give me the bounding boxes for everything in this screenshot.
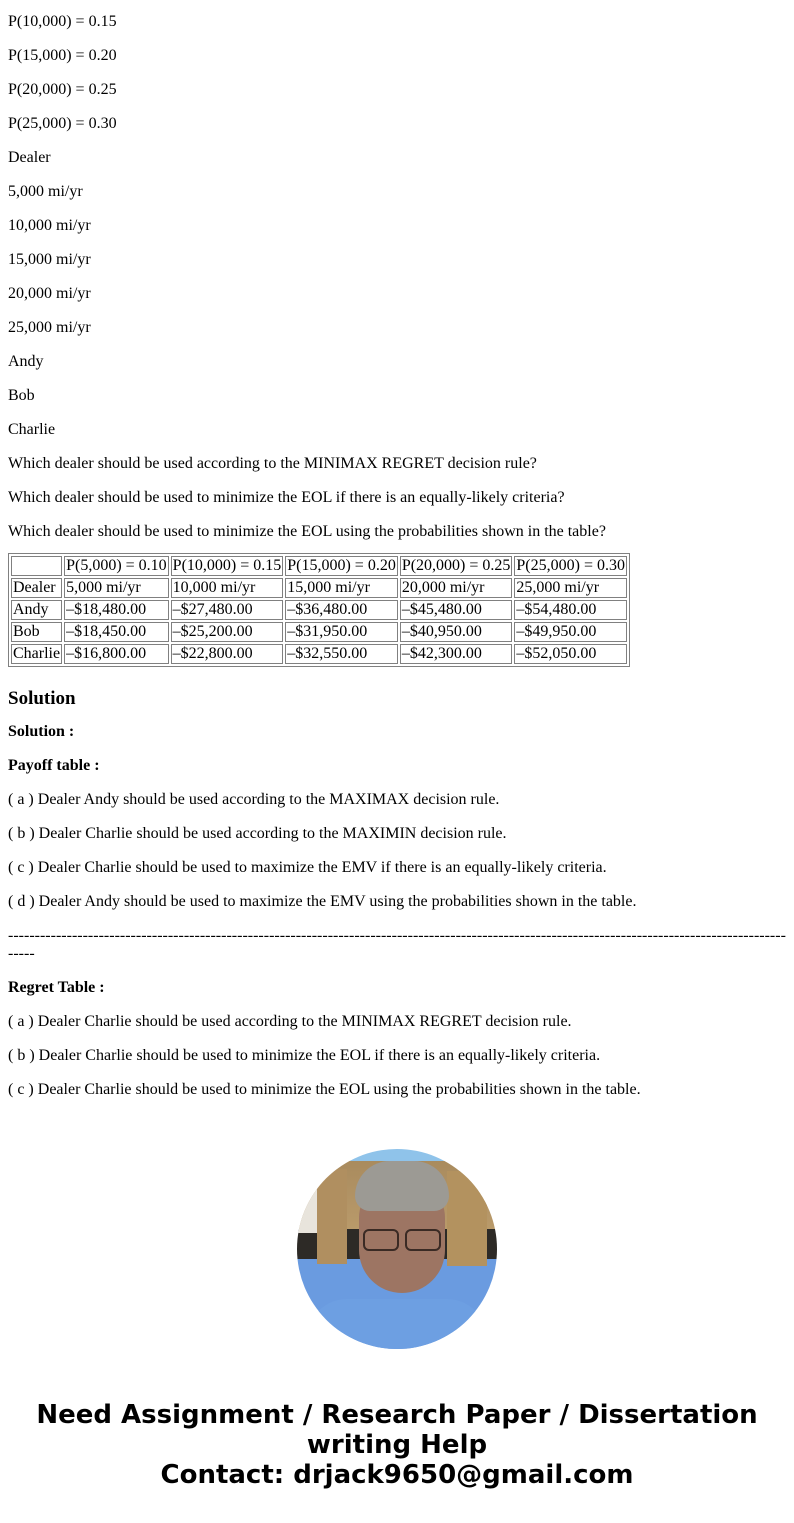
background-panel — [447, 1171, 487, 1266]
table-cell: Dealer — [11, 578, 62, 598]
table-cell: –$40,950.00 — [400, 622, 513, 642]
table-cell: Charlie — [13, 645, 61, 662]
mileage-line: 20,000 mi/yr — [8, 285, 91, 302]
solution-heading: Solution — [8, 688, 76, 709]
table-row — [11, 600, 627, 620]
table-header-cell — [11, 556, 62, 576]
probability-line: P(15,000) = 0.20 — [8, 47, 117, 64]
table-cell: –$42,300.00 — [400, 644, 513, 664]
table-cell: –$16,800.00 — [64, 644, 169, 664]
mileage-line: 5,000 mi/yr — [8, 183, 83, 200]
separator-line: ------------------------------------------------------------------------------------------------------------------------------------------------------- — [8, 927, 786, 962]
dealer-name: Bob — [8, 387, 35, 404]
solution-subheading: Solution : — [8, 723, 75, 740]
table-cell: –$18,480.00 — [64, 600, 169, 620]
table-header-cell: P(20,000) = 0.25 — [401, 557, 511, 574]
payoff-table-label: Payoff table : — [8, 757, 100, 774]
table-header-cell: P(15,000) = 0.20 — [287, 557, 396, 574]
payoff-answer: ( c ) Dealer Charlie should be used to maximize the EMV if there is an equally-likely criteria. — [8, 859, 607, 876]
table-cell: –$18,450.00 — [64, 622, 169, 642]
table-cell: –$31,950.00 — [285, 622, 398, 642]
table-cell: Andy — [11, 600, 62, 620]
table-cell: –$52,050.00 — [514, 644, 627, 664]
table-header-cell: P(10,000) = 0.15 — [172, 557, 282, 574]
payoff-answer: ( a ) Dealer Andy should be used according to the MAXIMAX decision rule. — [8, 791, 500, 808]
glasses-icon — [363, 1229, 399, 1251]
regret-answer: ( b ) Dealer Charlie should be used to minimize the EOL if there is an equally-likely criteria. — [8, 1047, 601, 1064]
table-cell: –$25,200.00 — [171, 622, 284, 642]
author-photo-container — [0, 1149, 794, 1349]
dealer-name: Charlie — [8, 421, 56, 438]
promo-line: Need Assignment / Research Paper / Dissertation — [36, 1400, 758, 1430]
table-row — [11, 644, 627, 664]
question: Which dealer should be used to minimize the EOL if there is an equally-likely criteria? — [8, 489, 565, 506]
table-row — [11, 622, 627, 642]
hair — [355, 1161, 449, 1211]
mileage-line: 25,000 mi/yr — [8, 319, 91, 336]
author-avatar — [297, 1149, 497, 1349]
blue-shirt — [307, 1299, 487, 1349]
table-header-row — [11, 556, 627, 576]
table-cell: –$27,480.00 — [171, 600, 284, 620]
table-header-cell: P(25,000) = 0.30 — [516, 557, 625, 574]
payoff-answer: ( d ) Dealer Andy should be used to maximize the EMV using the probabilities shown in the table. — [8, 893, 637, 910]
question: Which dealer should be used to minimize the EOL using the probabilities shown in the table? — [8, 523, 606, 540]
probability-line: P(25,000) = 0.30 — [8, 115, 117, 132]
promo-contact: Contact: drjack9650@gmail.com — [160, 1460, 634, 1490]
mileage-line: 15,000 mi/yr — [8, 251, 91, 268]
table-cell: –$36,480.00 — [285, 600, 398, 620]
table-cell: –$32,550.00 — [285, 644, 398, 664]
table-cell: –$45,480.00 — [400, 600, 513, 620]
table-cell: –$54,480.00 — [514, 600, 627, 620]
table-cell: –$49,950.00 — [514, 622, 627, 642]
probability-line: P(20,000) = 0.25 — [8, 81, 117, 98]
promo-line: writing Help — [306, 1430, 488, 1460]
table-cell: 5,000 mi/yr — [64, 578, 169, 598]
table-cell: 15,000 mi/yr — [285, 578, 398, 598]
probability-line: P(10,000) = 0.15 — [8, 13, 117, 30]
table-cell: 10,000 mi/yr — [171, 578, 284, 598]
table-row — [11, 578, 627, 598]
background-panel — [317, 1169, 347, 1264]
payoff-answer: ( b ) Dealer Charlie should be used according to the MAXIMIN decision rule. — [8, 825, 507, 842]
table-cell: 20,000 mi/yr — [400, 578, 513, 598]
question: Which dealer should be used according to the MINIMAX REGRET decision rule? — [8, 455, 537, 472]
promo-banner — [0, 1400, 794, 1490]
table-header-cell: P(5,000) = 0.10 — [66, 557, 167, 574]
payoff-table — [8, 553, 630, 667]
regret-answer: ( a ) Dealer Charlie should be used according to the MINIMAX REGRET decision rule. — [8, 1013, 572, 1030]
regret-table-label: Regret Table : — [8, 979, 105, 996]
table-cell: Bob — [11, 622, 62, 642]
mileage-line: 10,000 mi/yr — [8, 217, 91, 234]
table-cell: –$22,800.00 — [171, 644, 284, 664]
table-cell: 25,000 mi/yr — [514, 578, 627, 598]
dealer-label: Dealer — [8, 149, 51, 166]
regret-answer: ( c ) Dealer Charlie should be used to minimize the EOL using the probabilities shown in the table. — [8, 1081, 641, 1098]
dealer-name: Andy — [8, 353, 44, 370]
glasses-icon — [405, 1229, 441, 1251]
